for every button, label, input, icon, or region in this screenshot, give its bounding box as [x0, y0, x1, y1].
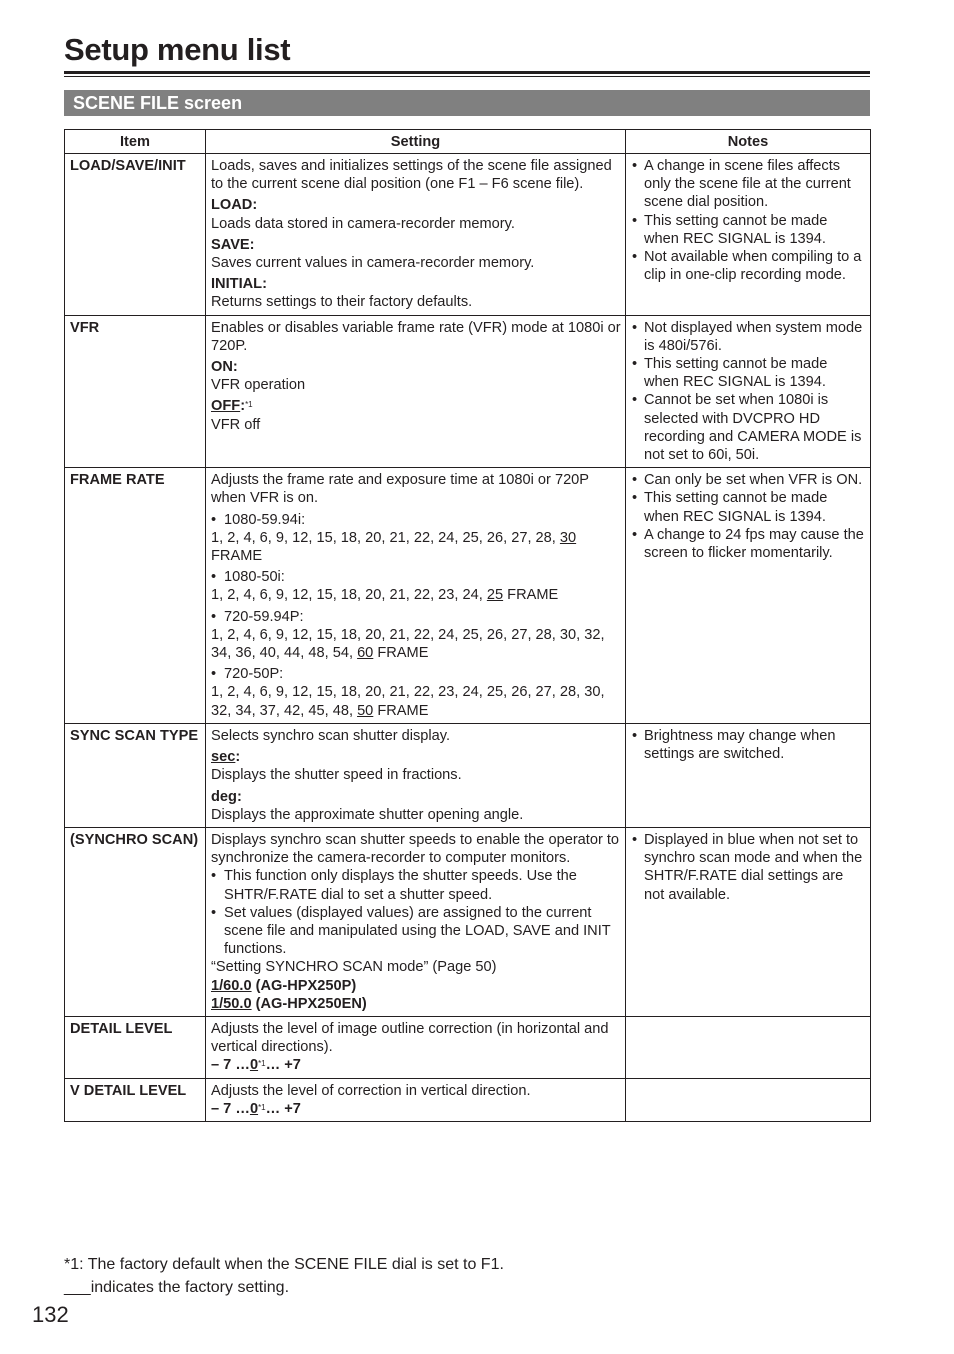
option-text: Returns settings to their factory defaults. — [211, 294, 473, 311]
notes-list — [631, 831, 866, 904]
title-rule-thick — [64, 71, 870, 74]
footnote-2: ___indicates the factory setting. — [64, 1279, 290, 1296]
option-text: Displays the approximate shutter opening angle. — [211, 806, 524, 823]
mode-values — [211, 683, 621, 719]
item-v-detail-level: V DETAIL LEVEL — [65, 1078, 206, 1121]
option-text: Loads data stored in camera-recorder memory. — [211, 215, 515, 232]
header-item: Item — [65, 130, 206, 154]
table-row — [65, 468, 871, 724]
notes-cell — [626, 154, 871, 316]
option-label: LOAD: — [211, 197, 258, 214]
option-label: INITIAL: — [211, 276, 267, 293]
default-marker: 25 — [486, 587, 504, 604]
table-header-row — [65, 130, 871, 154]
note-item: • A change to 24 fps may cause the screen to flicker momentarily. — [631, 526, 866, 562]
table-row — [65, 723, 871, 827]
setting-intro: Adjusts the level of correction in vertical direction. — [211, 1082, 531, 1099]
setting-cell — [206, 723, 626, 827]
table-row — [65, 315, 871, 468]
note-item: • Displayed in blue when not set to synchro scan mode and when the SHTR/F.RATE dial settings are not available. — [631, 831, 866, 904]
setting-cell — [206, 468, 626, 724]
notes-list — [631, 727, 866, 763]
header-setting: Setting — [206, 130, 626, 154]
setting-intro: Adjusts the level of image outline correction (in horizontal and vertical directions). — [211, 1020, 609, 1056]
footnote-ref: *1 — [245, 400, 253, 410]
default-value — [211, 995, 621, 1013]
mode-label: • 1080-59.94i: — [211, 511, 621, 529]
note-item: • Brightness may change when settings are switched. — [631, 727, 866, 763]
setting-bullet: • This function only displays the shutter speeds. Use the SHTR/F.RATE dial to set a shutter speed. — [211, 867, 621, 903]
notes-cell — [626, 1078, 871, 1121]
header-notes: Notes — [626, 130, 871, 154]
mode-label: • 1080-50i: — [211, 568, 621, 586]
notes-cell — [626, 827, 871, 1016]
model-text: (AG-HPX250EN) — [251, 995, 367, 1012]
page-title: Setup menu list — [64, 32, 291, 67]
item-sync-scan-type: SYNC SCAN TYPE — [65, 723, 206, 827]
default-value — [211, 977, 621, 995]
page-number: 132 — [32, 1302, 69, 1327]
setting-bullet: • Set values (displayed values) are assigned to the current scene file and manipulated using the LOAD, SAVE and INIT functions. — [211, 904, 621, 959]
range-value — [211, 1100, 621, 1118]
notes-list — [631, 157, 866, 284]
default-marker: 60 — [357, 645, 374, 662]
item-load-save-init: LOAD/SAVE/INIT — [65, 154, 206, 316]
footnote-ref: *1 — [258, 1059, 266, 1069]
option-label-off — [211, 397, 621, 415]
default-marker: 30 — [559, 529, 577, 546]
mode-label: • 720-50P: — [211, 665, 621, 683]
option-text: Displays the shutter speed in fractions. — [211, 767, 462, 784]
note-item: • Not displayed when system mode is 480i/576i. — [631, 319, 866, 355]
default-marker: 0 — [249, 1100, 259, 1117]
table-row — [65, 1078, 871, 1121]
unit-text: FRAME — [373, 702, 429, 719]
note-item: • This setting cannot be made when REC SIGNAL is 1394. — [631, 212, 866, 248]
notes-cell — [626, 723, 871, 827]
range-start: – 7 … — [211, 1100, 250, 1117]
section-heading: SCENE FILE screen — [64, 90, 870, 116]
item-synchro-scan: (SYNCHRO SCAN) — [65, 827, 206, 1016]
default-marker: 1/60.0 — [211, 977, 252, 994]
notes-cell — [626, 1016, 871, 1078]
notes-cell — [626, 468, 871, 724]
note-item: • A change in scene files affects only the scene file at the current scene dial position. — [631, 157, 866, 212]
setting-intro: Adjusts the frame rate and exposure time at 1080i or 720P when VFR is on. — [211, 472, 589, 507]
table-row — [65, 154, 871, 316]
unit-text: FRAME — [373, 645, 429, 662]
setting-intro: Selects synchro scan shutter display. — [211, 727, 451, 744]
values-text: 1, 2, 4, 6, 9, 12, 15, 18, 20, 21, 22, 23, 24, — [211, 587, 487, 604]
default-marker: 50 — [357, 702, 374, 719]
range-end: … +7 — [265, 1057, 301, 1074]
range-value — [211, 1056, 621, 1074]
option-label: deg: — [211, 788, 242, 805]
colon: : — [240, 398, 246, 415]
option-label: ON: — [211, 359, 238, 376]
mode-values — [211, 626, 621, 662]
option-label: SAVE: — [211, 236, 255, 253]
default-marker: 1/50.0 — [211, 995, 252, 1012]
mode-label: • 720-59.94P: — [211, 608, 621, 626]
setting-cell — [206, 827, 626, 1016]
unit-text: FRAME — [211, 548, 263, 565]
page-reference: “Setting SYNCHRO SCAN mode” (Page 50) — [211, 959, 497, 976]
setting-intro: Enables or disables variable frame rate (VFR) mode at 1080i or 720P. — [211, 319, 621, 354]
default-marker: sec — [211, 749, 236, 766]
note-item: • This setting cannot be made when REC SIGNAL is 1394. — [631, 355, 866, 391]
setting-cell — [206, 1016, 626, 1078]
setting-intro: Displays synchro scan shutter speeds to enable the operator to synchronize the camera-recorder to computer monitors. — [211, 831, 620, 867]
title-rule-thin — [64, 76, 870, 77]
option-label-sec — [211, 748, 621, 766]
footnote-ref: *1 — [258, 1102, 266, 1112]
setting-intro: Loads, saves and initializes settings of the scene file assigned to the current scene dial position (one F1 – F6 scene file). — [211, 158, 612, 193]
model-text: (AG-HPX250P) — [251, 977, 357, 994]
option-text: VFR operation — [211, 377, 306, 394]
item-detail-level: DETAIL LEVEL — [65, 1016, 206, 1078]
note-item: • Can only be set when VFR is ON. — [631, 471, 866, 489]
mode-values — [211, 586, 621, 604]
setting-cell — [206, 154, 626, 316]
range-end: … +7 — [265, 1100, 301, 1117]
table-row — [65, 827, 871, 1016]
range-start: – 7 … — [211, 1057, 250, 1074]
values-text: 1, 2, 4, 6, 9, 12, 15, 18, 20, 21, 22, 24, 25, 26, 27, 28, — [211, 529, 556, 546]
setup-menu-table — [64, 129, 871, 1122]
note-item: • This setting cannot be made when REC SIGNAL is 1394. — [631, 489, 866, 525]
note-item: • Not available when compiling to a clip in one-clip recording mode. — [631, 248, 866, 284]
values-text: 1, 2, 4, 6, 9, 12, 15, 18, 20, 21, 22, 24, 25, 26, 27, 28, 30, 32, 34, 36, 40, 44, 48, 54, — [211, 626, 605, 662]
item-frame-rate: FRAME RATE — [65, 468, 206, 724]
setting-cell — [206, 1078, 626, 1121]
setting-cell — [206, 315, 626, 468]
mode-values — [211, 529, 621, 565]
default-marker: OFF — [211, 398, 241, 415]
notes-list — [631, 319, 866, 465]
option-text: Saves current values in camera-recorder memory. — [211, 255, 535, 272]
notes-list — [631, 471, 866, 562]
footnote-1: *1: The factory default when the SCENE FILE dial is set to F1. — [64, 1256, 504, 1273]
option-text: VFR off — [211, 416, 261, 433]
default-marker: 0 — [249, 1057, 259, 1074]
notes-cell — [626, 315, 871, 468]
unit-text: FRAME — [503, 587, 559, 604]
table-row — [65, 1016, 871, 1078]
note-item: • Cannot be set when 1080i is selected with DVCPRO HD recording and CAMERA MODE is not set to 60i, 50i. — [631, 391, 866, 464]
values-text: 1, 2, 4, 6, 9, 12, 15, 18, 20, 21, 22, 23, 24, 25, 26, 27, 28, 30, 32, 34, 37, 42, 45, 48, — [211, 684, 605, 719]
item-vfr: VFR — [65, 315, 206, 468]
colon: : — [235, 749, 241, 766]
